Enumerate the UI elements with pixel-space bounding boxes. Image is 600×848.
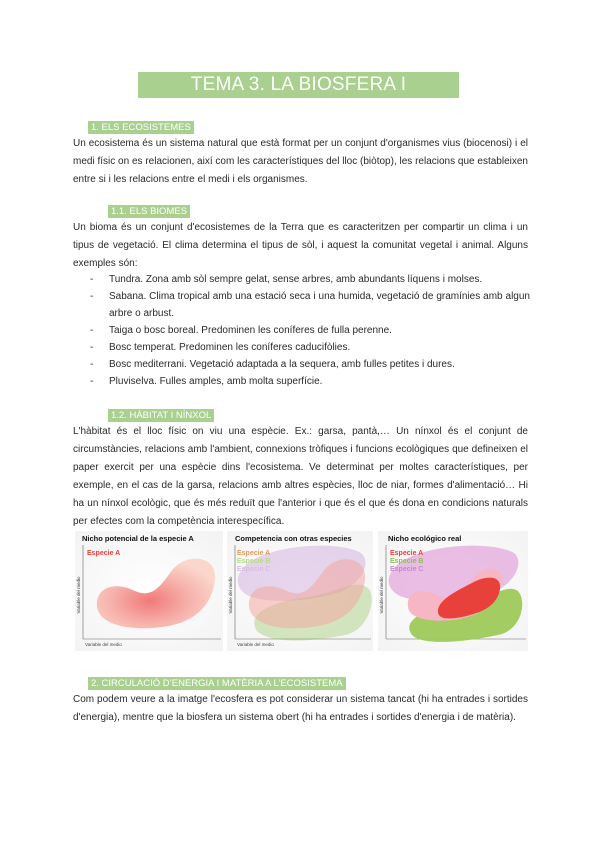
y-axis-label: Variable del medio — [379, 576, 384, 614]
legend-species-b: Especie B — [390, 558, 424, 565]
panel-title: Nicho ecológico real — [388, 534, 462, 543]
list-item: - Sabana. Clima tropical amb una estació seca i una humida, vegetació de gramínies amb algun arbre o arbust. — [90, 288, 530, 322]
panel-title: Competencia con otras especies — [235, 534, 352, 543]
niche-diagram — [75, 531, 528, 651]
section-1-1-heading: 1.1. ELS BIOMES — [108, 205, 190, 218]
document-title: TEMA 3. LA BIOSFERA I L’ECOSFERA — [138, 72, 459, 98]
y-axis-label: Variable del medio — [76, 576, 81, 614]
section-1-2-heading: 1.2. HÀBITAT I NÍNXOL — [108, 409, 214, 422]
list-item: - Taiga o bosc boreal. Predominen les coníferes de fulla perenne. — [90, 322, 530, 339]
x-axis-label: Variable del medio — [237, 642, 274, 647]
panel-title: Nicho potencial de la especie A — [82, 534, 194, 543]
legend-species-c: Especie C — [237, 566, 271, 573]
list-item: - Bosc mediterrani. Vegetació adaptada a la sequera, amb fulles petites i dures. — [90, 356, 530, 373]
legend-species-c: Especie C — [390, 566, 424, 573]
section-1-1-paragraph: Un bioma és un conjunt d'ecosistemes de la Terra que es caracteritzen per compartir un clima i un tipus de vegetació. El clima determina el tipus de sòl, i aquest la comunitat vegetal i animal. Alguns exemples són: — [73, 222, 528, 269]
legend-species-a: Especie A — [87, 550, 121, 557]
section-1-2-paragraph: L'hàbitat és el lloc físic on viu una espècie. Ex.: garsa, pantà,… Un nínxol és el conjunt de circumstàncies, relacions amb l'ambient, connexions tròfiques i funcions ecològiques que defineixen el paper exercit per una espècie dins l'ecosistema. Ve determinat per moltes característiques, per exemple, en el cas de la garsa, relacions amb altres espècies, lloc de niar, formes d'alimentació… Hi ha un nínxol ecològic, que és més reduït que l'anterior i que és el que és dona en condicions naturals per efectes com la competència interespecífica. — [73, 426, 528, 527]
panel-potential-niche — [75, 531, 223, 651]
section-2-paragraph: Com podem veure a la imatge l'ecosfera es pot considerar un sistema tancat (hi ha entrades i sortides d'energia), mentre que la biosfera un sistema obert (hi ha entrades i sortides d'energia i de matèria). — [73, 694, 528, 723]
panel-real-niche — [378, 531, 528, 651]
y-axis-label: Variable del medio — [228, 576, 233, 614]
list-item: - Pluviselva. Fulles amples, amb molta superfície. — [90, 373, 530, 390]
x-axis-label: Variable del medio — [85, 642, 122, 647]
section-2-heading: 2. CIRCULACIÓ D’ENERGIA I MATÈRIA A L’ECOSISTEMA — [88, 677, 346, 690]
legend-species-a: Especie A — [237, 550, 271, 557]
panel-competition — [227, 531, 373, 651]
section-1-heading: 1. ELS ECOSISTEMES — [88, 121, 194, 134]
biome-list — [90, 271, 530, 390]
legend-species-a: Especie A — [390, 550, 424, 557]
section-1-paragraph: Un ecosistema és un sistema natural que està format per un conjunt d'organismes vius (biocenosi) i el medi físic on es relacionen, així com les característiques del lloc (biòtop), les relacions que estableixen entre si i les relacions entre el medi i els organismes. — [73, 138, 528, 185]
list-item: - Tundra. Zona amb sòl sempre gelat, sense arbres, amb abundants líquens i molses. — [90, 271, 530, 288]
list-item: - Bosc temperat. Predominen les coníferes caducifòlies. — [90, 339, 530, 356]
niche-figure — [75, 531, 528, 651]
legend-species-b: Especie B — [237, 558, 271, 565]
